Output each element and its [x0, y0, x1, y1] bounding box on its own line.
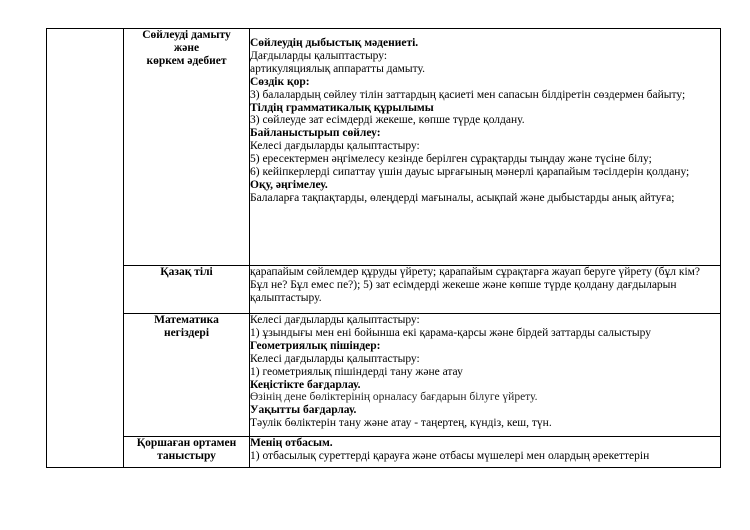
subject-line: көркем әдебиет [146, 54, 227, 67]
content-line: 1) геометриялық пішіндерді тану және атау [250, 365, 463, 378]
content-heading: Тілдің грамматикалық құрылымы [250, 101, 434, 114]
subject-line: негіздері [163, 326, 210, 339]
table-row [47, 29, 721, 266]
content-heading: Сөздік қор: [250, 75, 310, 88]
content-heading: Кеңістікте бағдарлау. [250, 378, 361, 391]
subject-line: Сөйлеуді дамыту [142, 29, 231, 41]
content-line: 1) ұзындығы мен ені бойынша екі қарама-қарсы және бірдей заттарды салыстыру [250, 326, 651, 339]
subject-cell [124, 266, 250, 314]
content-cell [250, 266, 721, 314]
content-cell [250, 437, 721, 468]
content-line: 3) сөйлеуде зат есімдерді жекеше, көпше түрде қолдану. [250, 114, 525, 127]
content-line: 1) отбасылық суреттерді қарауға және отбасы мүшелері мен олардың әрекеттерін [250, 449, 650, 462]
content-line: Өзінің дене бөліктерінің орналасу бағдарын білуге үйрету. [250, 391, 538, 404]
subject-cell [124, 437, 250, 468]
subject-line: Қоршаған ортамен [136, 437, 237, 449]
content-cell [250, 314, 721, 437]
content-line: 6) кейіпкерлерді сипаттау үшін дауыс ырғағының мәнерлі қарапайым тәсілдерін қолдану; [250, 166, 690, 179]
table-row [47, 266, 721, 314]
content-line: Келесі дағдыларды қалыптастыру: [250, 352, 420, 365]
subject-line: және [173, 41, 200, 54]
content-line: артикуляциялық аппаратты дамыту. [250, 62, 425, 75]
content-heading: Байланыстырып сөйлеу: [250, 127, 381, 140]
subject-cell [124, 314, 250, 437]
table-row [47, 314, 721, 437]
content-line: 5) ересектермен әңгімелесу кезінде берілген сұрақтарды тыңдау және түсіне білу; [250, 153, 652, 166]
table-row [47, 437, 721, 468]
content-heading: Сөйлеудің дыбыстық мәдениеті. [250, 37, 419, 49]
content-heading: Оқу, әңгімелеу. [250, 178, 328, 191]
content-line: Келесі дағдыларды қалыптастыру: [250, 314, 420, 326]
curriculum-table [46, 28, 721, 468]
content-line: Келесі дағдыларды қалыптастыру: [250, 140, 420, 153]
content-line: 3) балалардың сөйлеу тілін заттардың қасиеті мен сапасын білдіретін сөздермен байыту; [250, 88, 686, 101]
content-heading: Геометриялық пішіндер: [250, 339, 381, 352]
content-line: Тәулік бөліктерін тану және атау - таңертең, күндіз, кеш, түн. [250, 417, 552, 430]
subject-line: Қазақ тілі [160, 266, 213, 278]
empty-first-column [47, 29, 124, 468]
content-line: Балаларға тақпақтарды, өлеңдерді мағыналы, асықпай және дыбыстарды анық айтуға; [250, 191, 675, 204]
content-cell [250, 29, 721, 266]
content-line: қарапайым сөйлемдер құруды үйрету; қарапайым сұрақтарға жауап беруге үйрету (бұл кім? Бұл не? Бұл емес пе?); 5) зат есімдерді жекеше және көпше түрде қолдану дағдыларын қалыптастыру. [250, 266, 701, 304]
content-heading: Уақытты бағдарлау. [250, 404, 357, 417]
subject-line: Математика [154, 314, 219, 326]
content-line: Дағдыларды қалыптастыру: [250, 49, 388, 62]
subject-cell [124, 29, 250, 266]
subject-line: таныстыру [157, 449, 216, 462]
content-heading: Менің отбасым. [250, 437, 333, 449]
